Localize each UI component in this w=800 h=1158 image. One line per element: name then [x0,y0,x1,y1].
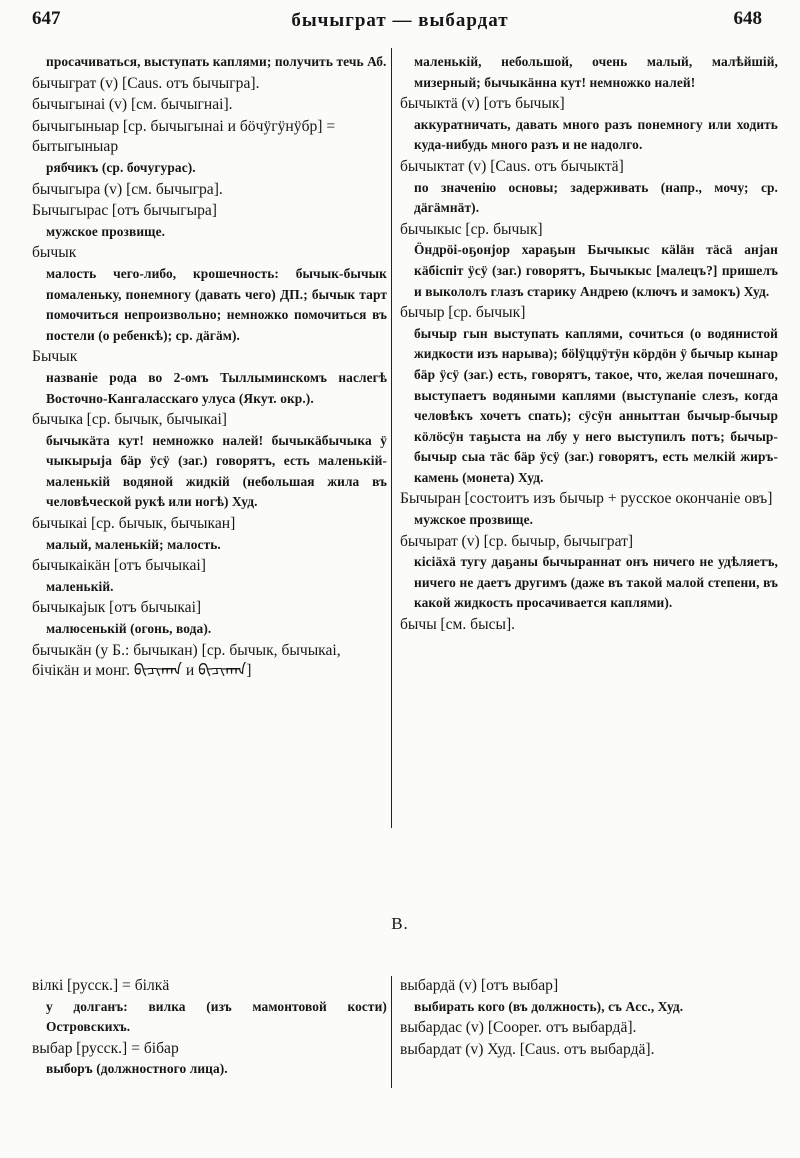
entry-headword: вiлкі [32,977,64,994]
dictionary-entry [32,976,387,1038]
entry-definition: у долганъ: вилка (изъ мамонтовой кости) Островскихъ. [46,998,387,1035]
dictionary-entry [32,95,387,116]
entry-headword: бычыкаікäн [32,557,111,575]
entry-headword: бычыкыс [400,220,462,238]
entry-headword: бычыктä [400,95,458,113]
dictionary-entry [32,52,387,73]
entry-grammar: [русск.] = бiбар [76,1039,179,1057]
entry-grammar: [отъ бычыгыра] [111,202,217,220]
left-page-number: 647 [32,8,61,29]
column-1 [32,52,387,683]
entry-grammar: (v) [отъ выбар] [458,977,559,994]
dictionary-entry [400,303,778,488]
entry-grammar: (у Б.: бычыкан) [ср. бычык, бычыкаі, бічікäн и монг. ᠪᠢᠴᠢᠬᠠᠨ и ᠪᠢᠴᠢᠬᠠᠨ] [32,641,341,680]
dictionary-entry [400,1018,778,1039]
entry-definition: малый, маленькій; малость. [46,536,221,552]
entry-headword: бычы [400,616,437,634]
dictionary-entry [32,641,387,682]
entry-grammar: (v) Худ. [Caus. отъ выбардä]. [465,1040,655,1058]
entry-headword: выбар [32,1039,73,1057]
dictionary-entry [32,514,387,555]
column-divider-lower [391,976,392,1088]
entry-headword: выбардä [400,977,456,994]
entry-grammar: (v) [см. бычыгра]. [103,180,223,198]
entry-grammar: [состоитъ изъ бычыр + русское окончаніе овъ] [464,490,773,508]
entry-definition: мужское прозвище. [46,223,166,239]
entry-headword: бычыграт [32,74,97,92]
dictionary-entry [32,556,387,597]
entry-definition: рябчикъ (ср. бочугурас). [46,159,196,175]
entry-headword: Бычык [32,348,78,366]
dictionary-entry [400,1040,778,1061]
entry-grammar: (v) [Caus. отъ бычыгра]. [99,74,260,92]
entry-definition: выборъ (должностного лица). [46,1061,228,1077]
column-3 [32,976,387,1081]
entry-headword: бычыкајык [32,599,106,617]
entry-definition: Öндрöі-оҕонјор хараҕын Бычыкыс кäläн тäсä анјан кäбiспiт ÿсÿ (заг.) говорятъ, Бычыкыс [малецъ?] пришелъ и выкололъ глазъ старику Андрею (ключъ и замокъ) Худ. [414,242,778,299]
dictionary-entry [32,598,387,639]
dictionary-entry [32,117,387,179]
entry-definition: названіе рода во 2-омъ Тыллыминскомъ наслегѣ Восточно-Кангаласскаго улуса (Якут. окр.). [46,369,387,406]
entry-headword: бычык [32,244,77,262]
dictionary-entry [400,52,778,93]
entry-headword: бычыгынаі [32,96,106,114]
entry-headword: бычырат [400,532,458,550]
entry-grammar: [ср. бычык] [448,304,526,322]
entry-grammar: [русск.] = бiлкä [67,977,170,994]
entry-grammar: (v) [ср. бычыр, бычыграт] [461,532,634,550]
entry-headword: бычыгыра [32,180,101,198]
entry-definition: маленькій, небольшой, очень малый, малѣйшій, мизерный; бычыкäнна кут! немножко налей! [414,54,778,90]
dictionary-entry [400,532,778,614]
entry-headword: бычыка [32,411,83,429]
running-headwords: бычыграт — выбардат [291,10,509,31]
column-2 [400,52,778,637]
entry-definition: малость чего-либо, крошечность: бычык-бычык помаленьку, понемногу (давать чего) ДП.; бычык тарт помочиться непроизвольно; немножко помочиться въ постели (о ребенкѣ); ср. дäгäм). [46,265,387,343]
entry-grammar: (v) [Cooper. отъ выбардä]. [465,1019,637,1037]
entry-grammar: [ср. бычыгынаі и бöчÿгÿнÿбр] = бытыгыныар [32,117,336,156]
dictionary-entry [32,243,387,346]
entry-grammar: [отъ бычыкаі] [113,557,206,575]
entry-grammar: (v) [см. бычыгнаі]. [108,96,233,114]
column-divider [391,48,392,828]
dictionary-entry [32,74,387,95]
entry-grammar: [ср. бычык] [465,220,543,238]
dictionary-entry [32,201,387,242]
entry-headword: бычыр [400,304,445,322]
entry-headword: Бычыран [400,490,461,508]
entry-headword: бычыкäн [32,641,92,659]
dictionary-entry [32,180,387,201]
entry-headword: бычыктат [400,157,465,175]
dictionary-entry [400,157,778,219]
dictionary-entry [32,410,387,513]
entry-grammar: (v) [Caus. отъ бычыктä] [468,157,624,175]
dictionary-entry [400,615,778,636]
entry-definition: по значенію основы; задерживать (напр., мочу; ср. дäгäмнäт). [414,179,778,216]
entry-grammar: [ср. бычык, бычыкан] [90,515,236,533]
page-header [30,8,770,34]
entry-definition: выбирать кого (въ должность), съ Acc., Худ. [414,998,684,1014]
column-4 [400,976,778,1061]
dictionary-entry [32,347,387,409]
entry-headword: выбардат [400,1040,462,1058]
entry-grammar: (v) [отъ бычык] [461,95,565,113]
entry-headword: выбардас [400,1019,463,1037]
dictionary-entry [400,94,778,156]
entry-definition: бычыкäта кут! немножко налей! бычыкäбычыка ÿ чыкырыја бäр ÿсÿ (заг.) говорятъ, есть маленькій-маленькій водяной жидкій (небольшая жила въ человѣческой рукѣ или ногѣ) Худ. [46,432,387,510]
section-letter: В. [391,914,409,933]
entry-definition: бычыр гын выступать каплями, сочиться (о водянистой жидкости изъ нарыва); бölÿцџÿтÿн кöрдöн ÿ бычыр кынар бäр ÿсÿ (заг.) есть, говорятъ, такое, что, желая почешнаго, выступаетъ водяными каплями (выступаніе слезъ, когда человѣкъ хочетъ спать); сÿсÿн анныттан бычыр-бычыр кöлöсÿн таҕыста на лбу у него выступилъ потъ; бычыр-бычыр сыа тäс бäр ÿсÿ (заг.) говорятъ, есть мелкій жиръ-камень (монета) Худ. [414,325,778,485]
dictionary-entry [400,976,778,1017]
entry-grammar: [ср. бычык, бычыкаі] [86,411,227,429]
dictionary-entry [400,489,778,530]
entry-grammar: [отъ бычыкаі] [109,599,202,617]
dictionary-entry [400,220,778,302]
dictionary-entry [32,1039,387,1080]
entry-grammar: [см. бысы]. [440,616,516,634]
entry-headword: бычыгыныар [32,117,120,135]
entry-definition: аккуратничать, давать много разъ понемногу или ходить куда-нибудь много разъ и не надолго. [414,116,778,153]
entry-headword: бычыкаі [32,515,88,533]
right-page-number: 648 [733,8,762,29]
entry-definition: просачиваться, выступать каплями; получить течь Аб. [46,54,387,69]
entry-definition: кісіäхä тугу даҕаны бычыраннат онъ ничего не удѣляетъ, ничего не даетъ другимъ (даже въ такой малой степени, въ какой жидкость просачивается каплями). [414,554,778,611]
entry-definition: малюсенькій (огонь, вода). [46,621,212,637]
entry-definition: мужское прозвище. [414,512,534,528]
entry-definition: маленькій. [46,578,114,594]
entry-headword: Бычыгырас [32,202,109,220]
